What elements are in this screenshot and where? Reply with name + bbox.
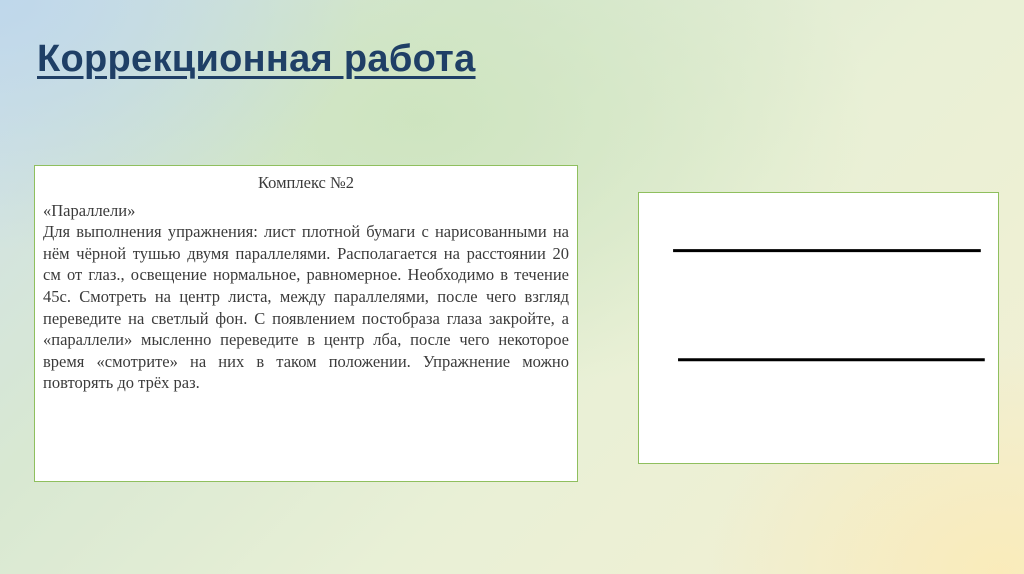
exercise-text-box	[34, 165, 578, 482]
exercise-name: «Параллели»	[43, 200, 136, 220]
complex-heading: Комплекс №2	[258, 173, 354, 192]
slide-title: Коррекционная работа	[37, 38, 476, 80]
exercise-description: Для выполнения упражнения: лист плотной бумаги с нарисованными на нём чёрной тушью двумя параллелями. Располагается на расстоянии 20 см от глаз., освещение нормальное, равномерное. Необходимо в течение 45с. Смотреть на центр листа, между параллелями, после чего взгляд переведите на светлый фон. С появлением постобраза глаза закройте, а «параллели» мысленно переведите в центр лба, после чего некоторое время «смотрите» на них в таком положении. Упражнение можно повторять до трёх раз.	[43, 222, 569, 393]
parallel-lines-illustration	[638, 192, 999, 464]
parallel-lines-icon	[639, 193, 998, 463]
